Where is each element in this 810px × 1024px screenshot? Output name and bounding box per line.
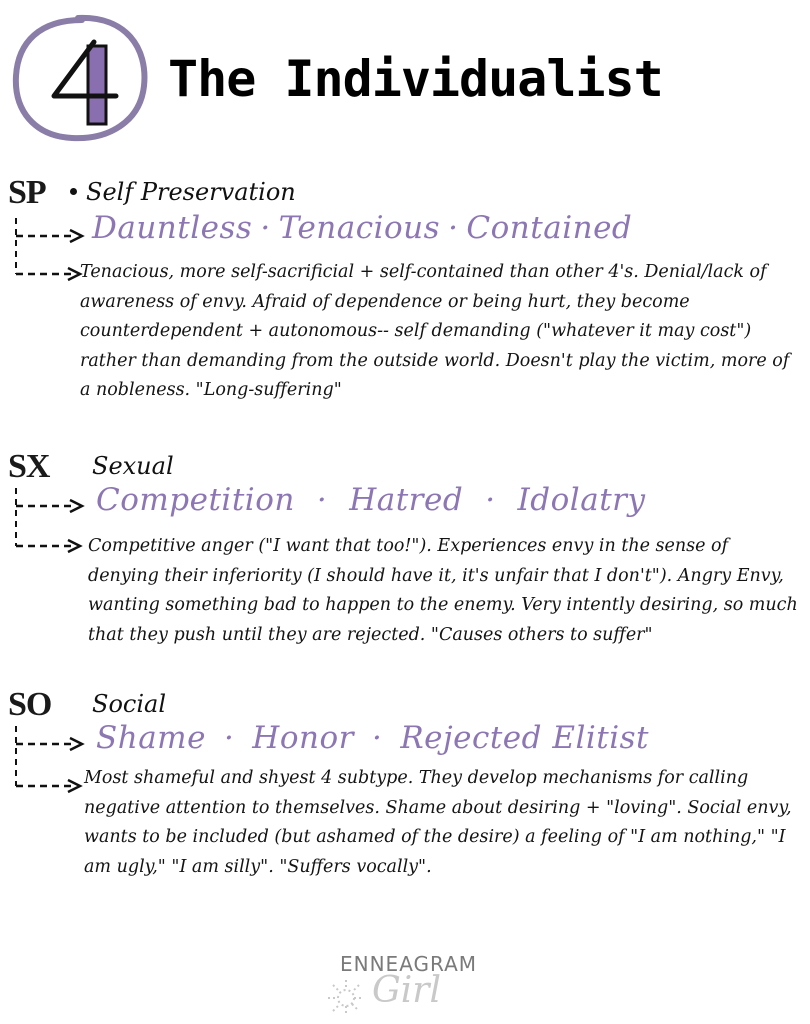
subtype-name: Self Preservation: [86, 178, 296, 206]
page-title: The Individualist: [168, 50, 663, 108]
bracket-arrows-icon: [12, 486, 92, 558]
keyword-row: [96, 482, 646, 518]
subtype-code: SX: [8, 448, 50, 485]
keyword: Idolatry: [517, 482, 646, 518]
keyword-separator: ·: [260, 210, 271, 246]
subtype-description: Competitive anger ("I want that too!"). Experiences envy in the sense of denying their inferiority (I should have it, it's unfair that I don't"). Angry Envy, wanting something bad to happen to the enemy. Very intently desiring, so much that they push until they are rejected. "Causes others to suffer": [88, 536, 798, 645]
keyword: Competition: [96, 482, 295, 518]
section-self-preservation: [0, 174, 810, 440]
subtype-code: SO: [8, 686, 52, 723]
subtype-description: Tenacious, more self-sacrificial + self-contained than other 4's. Denial/lack of awareness of envy. Afraid of dependence or being hurt, they become counterdependent + autonomous-- self demanding ("whatever it may cost") rather than demanding from the outside world. Doesn't play the victim, more of a nobleness. "Long-suffering": [80, 262, 790, 400]
bracket-arrows-icon: [12, 724, 92, 796]
subtype-code: SP: [8, 174, 46, 211]
subtype-description: Most shameful and shyest 4 subtype. They develop mechanisms for calling negative attention to themselves. Shame about desiring + "loving". Social envy, wants to be included (but ashamed of the desire) a feeling of "I am nothing," "I am ugly," "I am silly". "Suffers vocally".: [84, 768, 792, 877]
brand-script: Girl: [372, 970, 441, 1011]
type-number-badge: [8, 12, 150, 142]
keyword: Honor: [252, 720, 354, 756]
brand-name: ENNEAGRAM: [340, 952, 478, 976]
keyword: Dauntless: [92, 210, 253, 246]
keyword-separator: ·: [485, 482, 496, 518]
keyword: Tenacious: [278, 210, 441, 246]
section-sexual: [0, 448, 810, 684]
keyword: Contained: [466, 210, 633, 246]
circle-badge-icon: [8, 12, 150, 142]
brand-logo: [320, 950, 490, 1018]
keyword-separator: ·: [316, 482, 328, 518]
subtype-name: Social: [92, 690, 166, 718]
keyword: Rejected Elitist: [400, 720, 650, 756]
section-social: [0, 686, 810, 936]
keyword: Hatred: [349, 482, 464, 518]
keyword-separator: ·: [371, 720, 383, 756]
keyword-separator: ·: [223, 720, 235, 756]
sparkle-icon: [326, 978, 366, 1018]
bullet-dot-icon: [70, 188, 77, 195]
keyword-row: [92, 210, 632, 246]
keyword: Shame: [96, 720, 206, 756]
keyword-separator: ·: [448, 210, 459, 246]
subtype-name: Sexual: [92, 452, 174, 480]
keyword-row: [96, 720, 649, 756]
